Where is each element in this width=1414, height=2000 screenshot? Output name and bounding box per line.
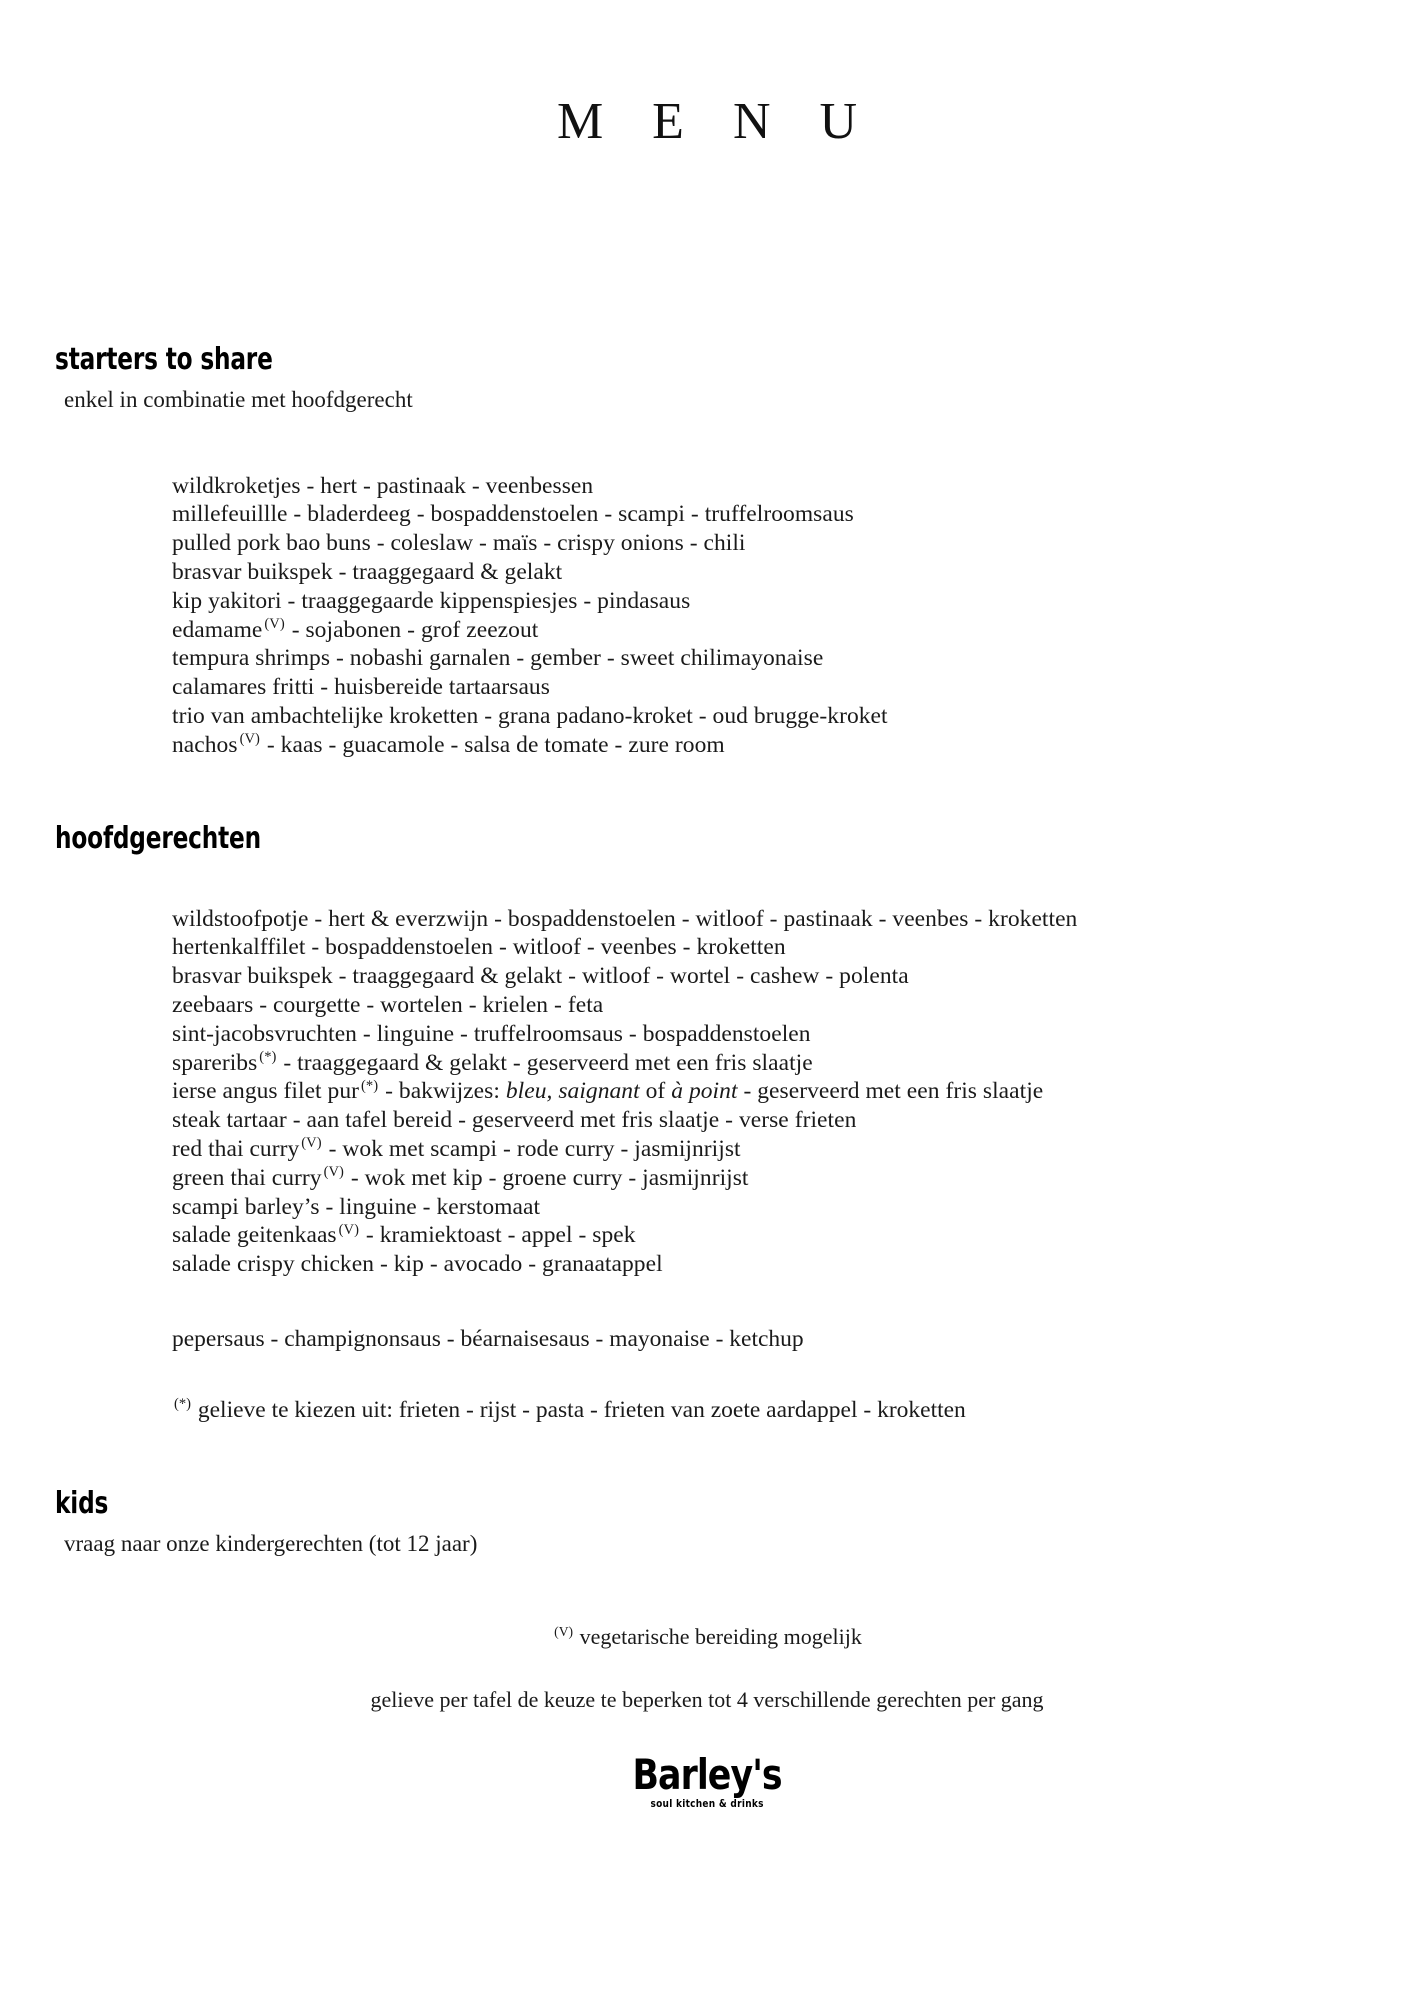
item-name: red thai curry: [172, 1135, 300, 1162]
item-detail: - wok met kip - groene curry - jasmijnrijst: [344, 1164, 749, 1191]
list-item: [172, 731, 1414, 760]
section-heading-kids: kids: [55, 1485, 109, 1521]
side-choice-marker: (*): [174, 1395, 191, 1412]
vegetarian-marker: (V): [264, 615, 285, 632]
item-name: salade geitenkaas: [172, 1222, 337, 1249]
item-name: nachos: [172, 731, 238, 758]
vegetarian-marker: (V): [239, 730, 260, 747]
list-item: hertenkalffilet - bospaddenstoelen - witloof - veenbes - kroketten: [172, 934, 786, 961]
cooking-style-1: bleu, saignant: [505, 1078, 640, 1105]
item-detail: - kaas - guacamole - salsa de tomate - zure room: [260, 731, 725, 758]
list-item: kip yakitori - traaggegaarde kippenspiesjes - pindasaus: [172, 587, 691, 614]
item-detail: - sojabonen - grof zeezout: [285, 616, 539, 643]
vegetarian-marker: (V): [301, 1135, 322, 1152]
item-detail: - traaggegaard & gelakt - geserveerd met een fris slaatje: [277, 1049, 813, 1076]
list-item: [172, 616, 1414, 645]
item-detail: - bakwijzes:: [379, 1078, 506, 1105]
item-name: ierse angus filet pur: [172, 1078, 360, 1105]
list-item: [172, 1221, 1414, 1250]
list-item: [172, 1049, 1414, 1078]
list-item: brasvar buikspek - traaggegaard & gelakt: [172, 558, 563, 585]
side-choice-marker: (*): [361, 1077, 379, 1094]
vegetarian-legend: [0, 1623, 1414, 1652]
section-subtitle-starters: enkel in combinatie met hoofdgerecht: [64, 387, 413, 412]
cooking-style-separator: of: [639, 1078, 672, 1105]
list-item: salade crispy chicken - kip - avocado - granaatappel: [172, 1251, 663, 1278]
item-name: edamame: [172, 616, 263, 643]
logo-name: Barley's: [632, 1750, 782, 1800]
list-item: [172, 1077, 1414, 1106]
section-hoofdgerechten: [0, 760, 1414, 1425]
starters-item-list: [0, 472, 1414, 760]
list-item: steak tartaar - aan tafel bereid - geserveerd met fris slaatje - verse frieten: [172, 1107, 857, 1134]
list-item: brasvar buikspek - traaggegaard & gelakt - witloof - wortel - cashew - polenta: [172, 963, 909, 990]
item-detail-2: - geserveerd met een fris slaatje: [737, 1078, 1044, 1105]
table-limit-note: gelieve per tafel de keuze te beperken tot 4 verschillende gerechten per gang: [370, 1686, 1044, 1712]
logo-tagline: soul kitchen & drinks: [650, 1798, 764, 1811]
hoofdgerechten-item-list: [0, 905, 1414, 1279]
list-item: [172, 1164, 1414, 1193]
side-choice-note: [0, 1396, 1414, 1425]
list-item: millefeuillle - bladerdeeg - bospaddenstoelen - scampi - truffelroomsaus: [172, 501, 854, 528]
list-item: tempura shrimps - nobashi garnalen - gember - sweet chilimayonaise: [172, 645, 824, 672]
cooking-style-2: à point: [671, 1078, 738, 1105]
section-subtitle-kids: vraag naar onze kindergerechten (tot 12 jaar): [64, 1530, 478, 1556]
sauces-line: pepersaus - champignonsaus - béarnaisesaus - mayonaise - ketchup: [172, 1325, 804, 1352]
item-detail: - kramiektoast - appel - spek: [360, 1222, 636, 1249]
item-detail: - wok met scampi - rode curry - jasmijnrijst: [322, 1135, 741, 1162]
list-item: sint-jacobsvruchten - linguine - truffelroomsaus - bospaddenstoelen: [172, 1020, 811, 1047]
page-title: M E N U: [556, 93, 876, 150]
list-item: [172, 1135, 1414, 1164]
vegetarian-marker: (V): [554, 1623, 574, 1639]
list-item: zeebaars - courgette - wortelen - krielen - feta: [172, 991, 604, 1018]
side-choice-note-text: gelieve te kiezen uit: frieten - rijst - pasta - frieten van zoete aardappel - kroketten: [191, 1396, 966, 1423]
logo-block: [626, 1750, 788, 1811]
section-heading-hoofdgerechten: hoofdgerechten: [55, 820, 261, 856]
section-kids: [0, 1425, 1414, 1558]
list-item: calamares fritti - huisbereide tartaarsaus: [172, 674, 550, 701]
barleys-logo: [0, 1750, 1414, 1811]
vegetarian-legend-text: vegetarische bereiding mogelijk: [574, 1624, 862, 1650]
vegetarian-marker: (V): [323, 1163, 344, 1180]
list-item: pulled pork bao buns - coleslaw - maïs - crispy onions - chili: [172, 530, 746, 557]
section-starters: [0, 148, 1414, 760]
menu-footer: [0, 1623, 1414, 1810]
list-item: wildstoofpotje - hert & everzwijn - bospaddenstoelen - witloof - pastinaak - veenbes - kroketten: [172, 905, 1078, 932]
section-heading-starters: starters to share: [55, 342, 273, 377]
list-item: wildkroketjes - hert - pastinaak - veenbessen: [172, 472, 594, 499]
side-choice-marker: (*): [259, 1048, 277, 1065]
item-name: green thai curry: [172, 1164, 322, 1191]
list-item: scampi barley’s - linguine - kerstomaat: [172, 1193, 541, 1220]
list-item: trio van ambachtelijke kroketten - grana padano-kroket - oud brugge-kroket: [172, 702, 888, 729]
vegetarian-marker: (V): [338, 1221, 359, 1238]
item-name: spareribs: [172, 1049, 258, 1076]
